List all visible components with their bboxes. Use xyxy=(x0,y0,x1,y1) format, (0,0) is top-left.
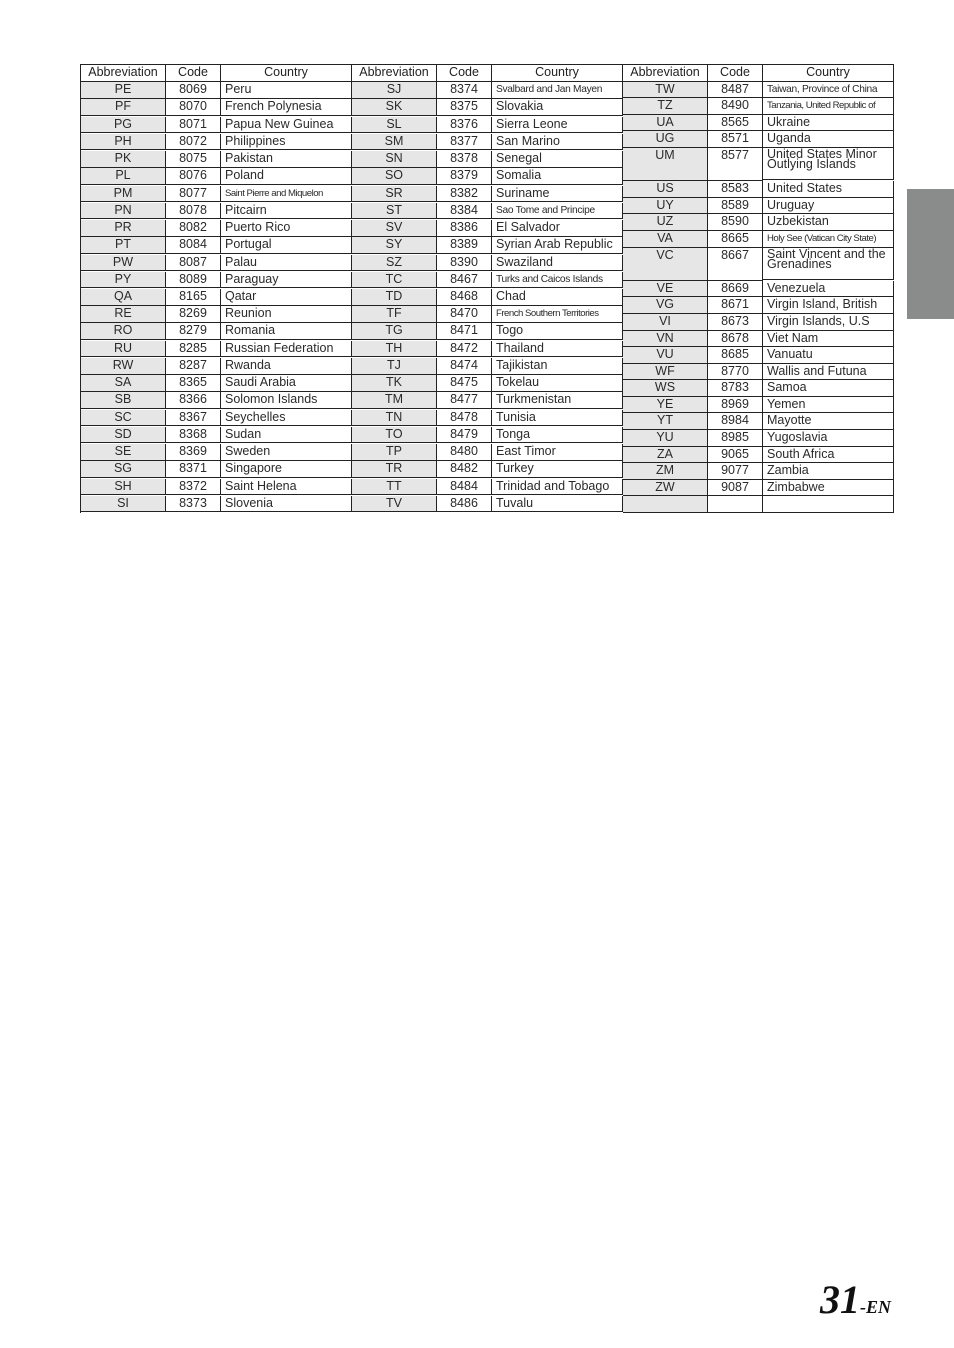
country-cell: Zambia xyxy=(763,463,894,480)
code-cell: 8384 xyxy=(437,203,492,220)
country-cell: Svalbard and Jan Mayen xyxy=(492,82,623,99)
country-cell: Pitcairn xyxy=(221,203,352,220)
country-cell: United States xyxy=(763,181,894,198)
country-cell: Senegal xyxy=(492,151,623,168)
abbreviation-cell: SM xyxy=(352,134,437,151)
country-cell: Sudan xyxy=(221,427,352,444)
code-cell xyxy=(708,496,763,513)
code-cell: 8369 xyxy=(166,444,221,461)
country-cell: Swaziland xyxy=(492,255,623,272)
header-country: Country xyxy=(221,65,352,82)
country-cell: Tajikistan xyxy=(492,358,623,375)
abbreviation-cell: PT xyxy=(81,237,166,254)
country-cell: Trinidad and Tobago xyxy=(492,479,623,496)
code-cell: 8390 xyxy=(437,255,492,272)
abbreviation-cell: TD xyxy=(352,289,437,306)
table-block-1 xyxy=(80,64,352,513)
code-cell: 8373 xyxy=(166,496,221,513)
country-cell: Saint Vincent and the Grenadines xyxy=(763,248,894,280)
code-cell: 8984 xyxy=(708,413,763,430)
code-cell: 8089 xyxy=(166,272,221,289)
abbreviation-cell: SH xyxy=(81,479,166,496)
code-cell: 8480 xyxy=(437,444,492,461)
code-cell: 8468 xyxy=(437,289,492,306)
header-country: Country xyxy=(763,65,894,82)
country-cell: Romania xyxy=(221,323,352,340)
code-cell: 8471 xyxy=(437,323,492,340)
code-cell: 8367 xyxy=(166,410,221,427)
country-cell: Virgin Islands, U.S xyxy=(763,314,894,331)
country-cell: Chad xyxy=(492,289,623,306)
abbreviation-cell: UY xyxy=(623,198,708,215)
header-abbreviation: Abbreviation xyxy=(623,65,708,82)
side-tab-marker xyxy=(907,189,954,319)
code-cell: 8077 xyxy=(166,186,221,203)
abbreviation-cell: VG xyxy=(623,297,708,314)
abbreviation-cell: SJ xyxy=(352,82,437,99)
abbreviation-cell: TJ xyxy=(352,358,437,375)
header-code: Code xyxy=(708,65,763,82)
code-cell: 8486 xyxy=(437,496,492,513)
abbreviation-cell: TH xyxy=(352,341,437,358)
country-cell: Rwanda xyxy=(221,358,352,375)
abbreviation-cell: YU xyxy=(623,430,708,447)
code-cell: 8378 xyxy=(437,151,492,168)
abbreviation-cell: SR xyxy=(352,186,437,203)
table-block-2 xyxy=(352,64,623,513)
code-cell: 8082 xyxy=(166,220,221,237)
code-cell: 8078 xyxy=(166,203,221,220)
code-cell: 8589 xyxy=(708,198,763,215)
code-cell: 8379 xyxy=(437,168,492,185)
page-number-suffix: -EN xyxy=(860,1297,891,1317)
country-cell: Tuvalu xyxy=(492,496,623,513)
abbreviation-cell: UM xyxy=(623,148,708,181)
abbreviation-cell: PK xyxy=(81,151,166,168)
code-cell: 8571 xyxy=(708,131,763,148)
country-cell: United States Minor Outlying Islands xyxy=(763,148,894,180)
code-cell: 8165 xyxy=(166,289,221,306)
country-cell: French Southern Territories xyxy=(492,306,623,323)
abbreviation-cell: UG xyxy=(623,131,708,148)
abbreviation-cell: ST xyxy=(352,203,437,220)
country-cell: Solomon Islands xyxy=(221,392,352,409)
country-cell: Syrian Arab Republic xyxy=(492,237,623,254)
country-cell: East Timor xyxy=(492,444,623,461)
code-cell: 8475 xyxy=(437,375,492,392)
country-cell: Seychelles xyxy=(221,410,352,427)
country-cell: Puerto Rico xyxy=(221,220,352,237)
abbreviation-cell: ZW xyxy=(623,480,708,497)
code-cell: 8072 xyxy=(166,134,221,151)
code-cell: 8671 xyxy=(708,297,763,314)
code-cell: 8374 xyxy=(437,82,492,99)
abbreviation-cell: TC xyxy=(352,272,437,289)
abbreviation-cell: TK xyxy=(352,375,437,392)
country-cell: Mayotte xyxy=(763,413,894,430)
header-abbreviation: Abbreviation xyxy=(81,65,166,82)
code-cell: 8667 xyxy=(708,248,763,281)
country-cell: Samoa xyxy=(763,380,894,397)
country-cell: Palau xyxy=(221,255,352,272)
abbreviation-cell: TN xyxy=(352,410,437,427)
abbreviation-cell: TV xyxy=(352,496,437,513)
code-cell: 8389 xyxy=(437,237,492,254)
country-cell: Virgin Island, British xyxy=(763,297,894,314)
code-cell: 8375 xyxy=(437,99,492,116)
country-cell: San Marino xyxy=(492,134,623,151)
country-cell: Sierra Leone xyxy=(492,117,623,134)
abbreviation-cell: RW xyxy=(81,358,166,375)
code-cell: 8685 xyxy=(708,347,763,364)
code-cell: 8985 xyxy=(708,430,763,447)
abbreviation-cell: WS xyxy=(623,380,708,397)
abbreviation-cell: PN xyxy=(81,203,166,220)
country-code-table xyxy=(80,64,894,513)
code-cell: 8472 xyxy=(437,341,492,358)
country-cell: Vanuatu xyxy=(763,347,894,364)
country-cell: El Salvador xyxy=(492,220,623,237)
code-cell: 8376 xyxy=(437,117,492,134)
code-cell: 9077 xyxy=(708,463,763,480)
abbreviation-cell: SZ xyxy=(352,255,437,272)
page-number-value: 31 xyxy=(820,1277,860,1322)
abbreviation-cell: ZM xyxy=(623,463,708,480)
abbreviation-cell: SC xyxy=(81,410,166,427)
country-cell: Uzbekistan xyxy=(763,214,894,231)
country-cell: Qatar xyxy=(221,289,352,306)
code-cell: 8783 xyxy=(708,380,763,397)
abbreviation-cell: VE xyxy=(623,281,708,298)
country-cell: Singapore xyxy=(221,461,352,478)
code-cell: 8071 xyxy=(166,117,221,134)
country-cell: Peru xyxy=(221,82,352,99)
abbreviation-cell: VN xyxy=(623,331,708,348)
code-cell: 9065 xyxy=(708,447,763,464)
abbreviation-cell: SG xyxy=(81,461,166,478)
country-cell: South Africa xyxy=(763,447,894,464)
header-code: Code xyxy=(166,65,221,82)
abbreviation-cell: YT xyxy=(623,413,708,430)
abbreviation-cell: SN xyxy=(352,151,437,168)
code-cell: 8478 xyxy=(437,410,492,427)
code-cell: 8482 xyxy=(437,461,492,478)
code-cell: 8470 xyxy=(437,306,492,323)
abbreviation-cell: PH xyxy=(81,134,166,151)
country-cell: Yugoslavia xyxy=(763,430,894,447)
abbreviation-cell: SK xyxy=(352,99,437,116)
abbreviation-cell: PG xyxy=(81,117,166,134)
code-cell: 8287 xyxy=(166,358,221,375)
country-cell: Uruguay xyxy=(763,198,894,215)
country-cell: Paraguay xyxy=(221,272,352,289)
country-cell: Viet Nam xyxy=(763,331,894,348)
country-cell: Zimbabwe xyxy=(763,480,894,497)
country-cell: Philippines xyxy=(221,134,352,151)
code-cell: 8382 xyxy=(437,186,492,203)
code-cell: 8577 xyxy=(708,148,763,181)
country-cell: Turkey xyxy=(492,461,623,478)
abbreviation-cell: TG xyxy=(352,323,437,340)
abbreviation-cell: QA xyxy=(81,289,166,306)
code-cell: 8084 xyxy=(166,237,221,254)
abbreviation-cell: SB xyxy=(81,392,166,409)
country-cell: Sao Tome and Principe xyxy=(492,203,623,220)
abbreviation-cell: SA xyxy=(81,375,166,392)
abbreviation-cell: TR xyxy=(352,461,437,478)
country-cell: Saint Pierre and Miquelon xyxy=(221,186,352,203)
country-cell: Sweden xyxy=(221,444,352,461)
abbreviation-cell: TP xyxy=(352,444,437,461)
code-cell: 8479 xyxy=(437,427,492,444)
abbreviation-cell: TW xyxy=(623,82,708,99)
code-cell: 9087 xyxy=(708,480,763,497)
code-cell: 8673 xyxy=(708,314,763,331)
code-cell: 8565 xyxy=(708,115,763,132)
abbreviation-cell: SL xyxy=(352,117,437,134)
country-cell: French Polynesia xyxy=(221,99,352,116)
code-cell: 8365 xyxy=(166,375,221,392)
code-cell: 8678 xyxy=(708,331,763,348)
code-cell: 8269 xyxy=(166,306,221,323)
abbreviation-cell: TF xyxy=(352,306,437,323)
country-cell: Togo xyxy=(492,323,623,340)
abbreviation-cell: SV xyxy=(352,220,437,237)
abbreviation-cell: SI xyxy=(81,496,166,513)
country-cell: Uganda xyxy=(763,131,894,148)
header-code: Code xyxy=(437,65,492,82)
code-cell: 8371 xyxy=(166,461,221,478)
code-cell: 8386 xyxy=(437,220,492,237)
country-cell: Poland xyxy=(221,168,352,185)
country-cell: Tokelau xyxy=(492,375,623,392)
abbreviation-cell: WF xyxy=(623,364,708,381)
code-cell: 8070 xyxy=(166,99,221,116)
abbreviation-cell: UA xyxy=(623,115,708,132)
page-number xyxy=(820,1276,891,1323)
code-cell: 8590 xyxy=(708,214,763,231)
abbreviation-cell: SD xyxy=(81,427,166,444)
country-cell: Venezuela xyxy=(763,281,894,298)
country-cell: Wallis and Futuna xyxy=(763,364,894,381)
code-cell: 8770 xyxy=(708,364,763,381)
code-cell: 8474 xyxy=(437,358,492,375)
code-cell: 8285 xyxy=(166,341,221,358)
code-cell: 8366 xyxy=(166,392,221,409)
code-cell: 8087 xyxy=(166,255,221,272)
abbreviation-cell: SY xyxy=(352,237,437,254)
abbreviation-cell: PW xyxy=(81,255,166,272)
abbreviation-cell: RO xyxy=(81,323,166,340)
code-cell: 8490 xyxy=(708,98,763,115)
country-cell: Yemen xyxy=(763,397,894,414)
abbreviation-cell: UZ xyxy=(623,214,708,231)
country-cell: Holy See (Vatican City State) xyxy=(763,231,894,248)
country-cell: Taiwan, Province of China xyxy=(763,82,894,99)
abbreviation-cell: YE xyxy=(623,397,708,414)
country-cell: Portugal xyxy=(221,237,352,254)
abbreviation-cell: TT xyxy=(352,479,437,496)
abbreviation-cell: TO xyxy=(352,427,437,444)
header-abbreviation: Abbreviation xyxy=(352,65,437,82)
abbreviation-cell: VA xyxy=(623,231,708,248)
country-cell: Reunion xyxy=(221,306,352,323)
code-cell: 8487 xyxy=(708,82,763,99)
country-cell: Slovakia xyxy=(492,99,623,116)
code-cell: 8669 xyxy=(708,281,763,298)
code-cell: 8368 xyxy=(166,427,221,444)
abbreviation-cell: PR xyxy=(81,220,166,237)
code-cell: 8665 xyxy=(708,231,763,248)
abbreviation-cell: US xyxy=(623,181,708,198)
code-cell: 8377 xyxy=(437,134,492,151)
country-cell: Tanzania, United Republic of xyxy=(763,98,894,115)
country-cell: Saudi Arabia xyxy=(221,375,352,392)
abbreviation-cell: VI xyxy=(623,314,708,331)
abbreviation-cell: PE xyxy=(81,82,166,99)
abbreviation-cell: VU xyxy=(623,347,708,364)
abbreviation-cell xyxy=(623,496,708,513)
country-cell: Thailand xyxy=(492,341,623,358)
abbreviation-cell: ZA xyxy=(623,447,708,464)
code-cell: 8069 xyxy=(166,82,221,99)
abbreviation-cell: SO xyxy=(352,168,437,185)
code-cell: 8969 xyxy=(708,397,763,414)
code-cell: 8279 xyxy=(166,323,221,340)
code-cell: 8075 xyxy=(166,151,221,168)
abbreviation-cell: TM xyxy=(352,392,437,409)
country-cell: Russian Federation xyxy=(221,341,352,358)
code-cell: 8484 xyxy=(437,479,492,496)
abbreviation-cell: PM xyxy=(81,186,166,203)
country-cell: Saint Helena xyxy=(221,479,352,496)
header-country: Country xyxy=(492,65,623,82)
code-cell: 8076 xyxy=(166,168,221,185)
abbreviation-cell: PY xyxy=(81,272,166,289)
abbreviation-cell: RE xyxy=(81,306,166,323)
country-cell: Somalia xyxy=(492,168,623,185)
country-cell: Slovenia xyxy=(221,496,352,513)
country-cell xyxy=(763,496,894,513)
country-cell: Papua New Guinea xyxy=(221,117,352,134)
code-cell: 8467 xyxy=(437,272,492,289)
code-cell: 8372 xyxy=(166,479,221,496)
table-block-3 xyxy=(623,64,894,513)
country-cell: Pakistan xyxy=(221,151,352,168)
country-cell: Tunisia xyxy=(492,410,623,427)
abbreviation-cell: TZ xyxy=(623,98,708,115)
abbreviation-cell: PF xyxy=(81,99,166,116)
abbreviation-cell: VC xyxy=(623,248,708,281)
abbreviation-cell: PL xyxy=(81,168,166,185)
country-cell: Ukraine xyxy=(763,115,894,132)
country-cell: Suriname xyxy=(492,186,623,203)
country-cell: Turkmenistan xyxy=(492,392,623,409)
abbreviation-cell: RU xyxy=(81,341,166,358)
code-cell: 8583 xyxy=(708,181,763,198)
country-cell: Tonga xyxy=(492,427,623,444)
code-cell: 8477 xyxy=(437,392,492,409)
country-cell: Turks and Caicos Islands xyxy=(492,272,623,289)
abbreviation-cell: SE xyxy=(81,444,166,461)
